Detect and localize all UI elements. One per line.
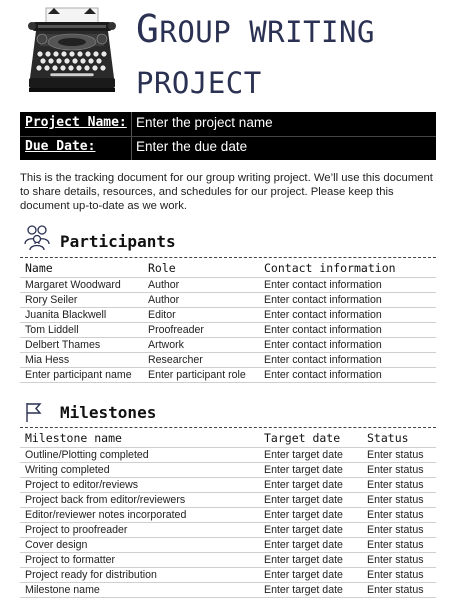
project-name-label: Project Name: [25,115,127,130]
table-cell[interactable]: Enter status [367,569,424,581]
milestones-table [20,430,436,598]
table-row [20,492,436,507]
table-row [20,307,436,322]
table-row [20,552,436,567]
table-cell[interactable]: Rory Seiler [25,294,78,306]
table-cell[interactable]: Mia Hess [25,354,70,366]
table-row [20,352,436,367]
table-cell[interactable]: Enter participant role [148,369,246,381]
column-header: Name [25,261,53,275]
table-row [20,277,436,292]
table-cell[interactable]: Enter target date [264,569,343,581]
table-cell[interactable]: Proofreader [148,324,204,336]
title-line2: PROJECT [136,66,262,100]
table-cell[interactable]: Author [148,279,180,291]
table-cell[interactable]: Enter target date [264,584,343,596]
participants-header-row [20,260,436,277]
table-cell[interactable]: Enter target date [264,554,343,566]
table-cell[interactable]: Editor/reviewer notes incorporated [25,509,187,521]
table-cell[interactable]: Enter status [367,554,424,566]
milestones-title: Milestones [60,403,157,422]
table-cell[interactable]: Project to formatter [25,554,116,566]
table-cell[interactable]: Enter status [367,449,424,461]
table-row [20,447,436,462]
table-cell[interactable]: Enter contact information [264,369,382,381]
project-info-table [20,112,436,160]
table-cell[interactable]: Enter target date [264,539,343,551]
table-cell[interactable]: Artwork [148,339,184,351]
table-cell[interactable]: Enter contact information [264,279,382,291]
title-line1: ROUP WRITING [159,15,375,49]
table-cell[interactable]: Milestone name [25,584,100,596]
participants-table [20,260,436,383]
table-cell[interactable]: Margaret Woodward [25,279,121,291]
table-cell[interactable]: Enter contact information [264,294,382,306]
table-cell[interactable]: Enter target date [264,524,343,536]
participants-divider [20,257,436,258]
milestones-header-row [20,430,436,447]
table-cell[interactable]: Author [148,294,180,306]
column-header: Status [367,431,409,445]
table-row [20,507,436,522]
table-cell[interactable]: Enter contact information [264,339,382,351]
table-cell[interactable]: Enter target date [264,509,343,521]
due-date-field[interactable]: Enter the due date [136,139,248,154]
column-header: Target date [264,431,341,445]
participants-title: Participants [60,232,176,251]
table-cell[interactable]: Outline/Plotting completed [25,449,149,461]
table-cell[interactable]: Enter status [367,509,424,521]
project-name-row [20,113,436,136]
table-cell[interactable]: Enter status [367,539,424,551]
document-title [136,6,456,111]
table-cell[interactable]: Enter target date [264,449,343,461]
table-cell[interactable]: Cover design [25,539,88,551]
table-cell[interactable]: Project back from editor/reviewers [25,494,186,506]
table-cell[interactable]: Enter contact information [264,324,382,336]
table-cell[interactable]: Juanita Blackwell [25,309,107,321]
table-cell[interactable]: Enter status [367,464,424,476]
milestones-divider [20,427,436,428]
table-row [20,462,436,477]
table-row [20,537,436,552]
due-date-label: Due Date: [25,139,96,154]
table-cell[interactable]: Enter status [367,524,424,536]
table-cell[interactable]: Project ready for distribution [25,569,157,581]
milestones-body [20,447,436,598]
table-cell[interactable]: Project to proofreader [25,524,128,536]
title-initial: G [136,7,160,51]
table-cell[interactable]: Enter contact information [264,309,382,321]
table-row [20,337,436,352]
typewriter-image [28,6,116,100]
participants-heading [20,222,436,256]
due-date-row [20,137,436,160]
table-row [20,582,436,598]
table-cell[interactable]: Enter contact information [264,354,382,366]
column-header: Role [148,261,176,275]
table-cell[interactable]: Enter target date [264,464,343,476]
table-cell[interactable]: Enter participant name [25,369,132,381]
people-icon [22,222,52,252]
table-row [20,567,436,582]
table-cell[interactable]: Project to editor/reviews [25,479,139,491]
participants-body [20,277,436,383]
milestones-heading [20,393,436,427]
table-cell[interactable]: Editor [148,309,176,321]
table-row [20,477,436,492]
table-cell[interactable]: Enter target date [264,494,343,506]
table-cell[interactable]: Tom Liddell [25,324,79,336]
column-header: Milestone name [25,431,122,445]
table-row [20,292,436,307]
intro-paragraph[interactable]: This is the tracking document for our group writing project. We’ll use this document to share details, resources, and schedules for our project. Please keep this document up-to-date as we work. [20,172,433,212]
table-cell[interactable]: Enter status [367,494,424,506]
table-row [20,367,436,383]
table-cell[interactable]: Researcher [148,354,203,366]
project-name-field[interactable]: Enter the project name [136,115,273,130]
table-cell[interactable]: Enter target date [264,479,343,491]
table-cell[interactable]: Enter status [367,584,424,596]
table-cell[interactable]: Writing completed [25,464,110,476]
table-row [20,322,436,337]
flag-icon [22,393,48,423]
table-row [20,522,436,537]
column-header: Contact information [264,261,396,275]
table-cell[interactable]: Delbert Thames [25,339,101,351]
table-cell[interactable]: Enter status [367,479,424,491]
